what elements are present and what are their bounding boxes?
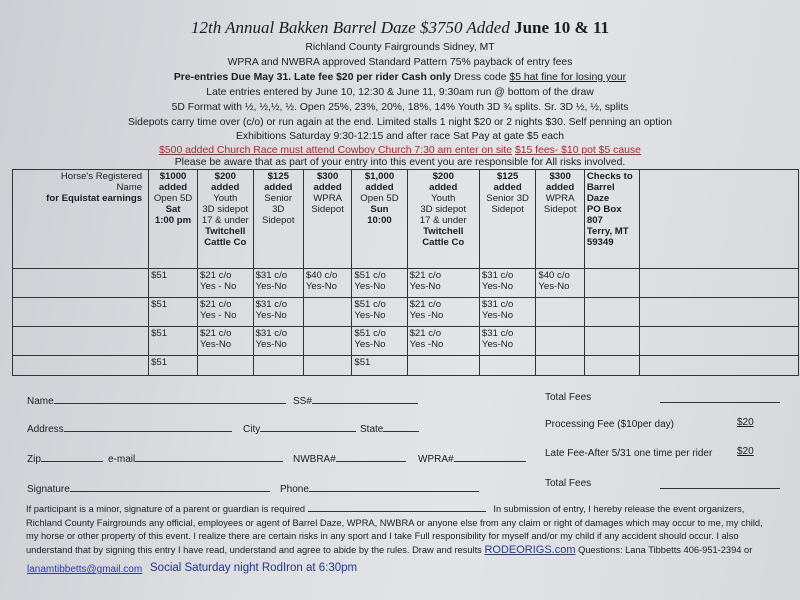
blank-cell bbox=[639, 269, 798, 298]
state-field[interactable]: State bbox=[360, 422, 419, 435]
event-column-header: $200 added Youth 3D sidepot 17 & under Twitchell Cattle Co bbox=[407, 170, 479, 269]
venue-line: Richland County Fairgrounds Sidney, MT bbox=[305, 42, 495, 53]
entry-cell[interactable]: $51 bbox=[352, 356, 407, 376]
event-column-header: $1,000 added Open 5D Sun 10:00 bbox=[352, 170, 407, 269]
entry-cell bbox=[253, 356, 303, 376]
phone-field[interactable]: Phone bbox=[280, 482, 479, 495]
entry-cell[interactable]: $51 bbox=[149, 269, 198, 298]
late-entries-line: Late entries entered by June 10, 12:30 & June 11, 9:30am run @ bottom of the draw bbox=[206, 87, 594, 98]
entry-cell[interactable]: $31 c/o Yes-No bbox=[479, 269, 535, 298]
blank-cell bbox=[639, 298, 798, 327]
social-note: Social Saturday night RodIron at 6:30pm bbox=[150, 562, 358, 574]
contact-email-link[interactable]: lanamtibbetts@gmail.com bbox=[27, 564, 143, 575]
entry-cell[interactable]: $21 c/o Yes-No bbox=[197, 327, 253, 356]
entry-cell[interactable]: $31 c/o Yes-No bbox=[253, 327, 303, 356]
entry-cell bbox=[303, 327, 352, 356]
ssn-field[interactable]: SS# bbox=[293, 394, 418, 407]
late-fee-amount: $20 bbox=[737, 446, 754, 457]
event-column-header: $125 added Senior 3D Sidepot bbox=[479, 170, 535, 269]
entry-row bbox=[13, 269, 799, 298]
church-race-line: $500 added Church Race must attend Cowboy Church 7:30 am enter on site $15 fees- $10 pot $5 cause bbox=[159, 145, 641, 156]
release-text: If participant is a minor, signature of a parent or guardian is required In submission of entry, I hereby release the event organizers, Richland County Fairgrounds any official, employees or agent of Barrel Daze, WPRA, NWBRA or anyone else from any claim or right of damages which may occur to me, my child, my horse or other property of this event. I realize there are certain risks in any sport and I take Full responsibility for myself and/or my child if any accident should occur. I also understand that by signing this entry I have read, understand and agree to abide by the rules. Draw and results RODEORIGS.com Questions: Lana Tibbetts 406-951-2394 or bbox=[26, 504, 763, 556]
entry-cell[interactable]: $31 c/o Yes-No bbox=[253, 298, 303, 327]
event-column-header: $200 added Youth 3D sidepot 17 & under Twitchell Cattle Co bbox=[197, 170, 253, 269]
entry-cell[interactable]: $51 c/o Yes-No bbox=[352, 327, 407, 356]
entry-cell[interactable]: $21 c/o Yes -No bbox=[407, 298, 479, 327]
total-fees-2-field[interactable] bbox=[660, 479, 780, 492]
entry-cell[interactable]: $21 c/o Yes -No bbox=[407, 327, 479, 356]
preentries-line: Pre-entries Due May 31. Late fee $20 per rider Cash only Dress code $5 hat fine for losing your bbox=[173, 72, 627, 83]
nwbra-field[interactable]: NWBRA# bbox=[293, 452, 406, 465]
event-column-header: $300 added WPRA Sidepot bbox=[303, 170, 352, 269]
entry-cell[interactable]: $21 c/o Yes - No bbox=[197, 298, 253, 327]
entry-cell[interactable]: $51 c/o Yes-No bbox=[352, 269, 407, 298]
late-fee-label: Late Fee-After 5/31 one time per rider bbox=[545, 448, 713, 459]
exhibitions-line: Exhibitions Saturday 9:30-12:15 and after race Sat Pay at gate $5 each bbox=[235, 131, 565, 142]
entry-cell[interactable]: $31 c/o Yes-No bbox=[479, 298, 535, 327]
entry-cell bbox=[303, 356, 352, 376]
blank-header-cell bbox=[639, 170, 798, 269]
event-column-header: $125 added Senior 3D Sidepot bbox=[253, 170, 303, 269]
entry-cell bbox=[536, 298, 585, 327]
rodeorigs-link[interactable]: RODEORIGS.com bbox=[484, 543, 576, 556]
entry-table bbox=[12, 169, 799, 376]
entry-cell[interactable]: $31 c/o Yes-No bbox=[253, 269, 303, 298]
blank-cell bbox=[639, 356, 798, 376]
zip-field[interactable]: Zip bbox=[27, 452, 103, 465]
entry-cell bbox=[407, 356, 479, 376]
entry-cell[interactable]: $51 bbox=[149, 327, 198, 356]
processing-fee-label: Processing Fee ($10per day) bbox=[545, 419, 674, 430]
signature-field[interactable]: Signature bbox=[27, 482, 270, 495]
name-field[interactable]: Name bbox=[27, 394, 286, 407]
event-column-header: Checks to Barrel Daze PO Box 807 Terry, MT 59349 bbox=[584, 170, 639, 269]
processing-fee-amount: $20 bbox=[737, 417, 754, 428]
entry-cell bbox=[584, 269, 639, 298]
entry-row bbox=[13, 356, 799, 376]
entry-cell[interactable]: $51 c/o Yes-No bbox=[352, 298, 407, 327]
address-field[interactable]: Address bbox=[27, 422, 232, 435]
entry-cell[interactable]: $21 c/o Yes-No bbox=[407, 269, 479, 298]
sidepots-line: Sidepots carry time over (c/o) or run again at the end. Limited stalls 1 night $20 or 2 nights $30. Self penning an option bbox=[127, 117, 673, 128]
entry-cell bbox=[536, 356, 585, 376]
entry-cell[interactable]: $31 c/o Yes-No bbox=[479, 327, 535, 356]
entry-cell[interactable]: $40 c/o Yes-No bbox=[303, 269, 352, 298]
wpra-field[interactable]: WPRA# bbox=[418, 452, 526, 465]
total-fees-field[interactable] bbox=[660, 393, 780, 406]
horse-name-cell[interactable] bbox=[13, 298, 149, 327]
entry-cell[interactable]: $21 c/o Yes - No bbox=[197, 269, 253, 298]
entry-cell bbox=[303, 298, 352, 327]
entry-cell[interactable]: $40 c/o Yes-No bbox=[536, 269, 585, 298]
event-column-header: $300 added WPRA Sidepot bbox=[536, 170, 585, 269]
horse-name-cell[interactable] bbox=[13, 327, 149, 356]
format-line: 5D Format with ½, ½,½, ½. Open 25%, 23%, 20%, 18%, 14% Youth 3D ¾ splits. Sr. 3D ½, ½, splits bbox=[171, 102, 629, 113]
approved-line: WPRA and NWBRA approved Standard Pattern 75% payback of entry fees bbox=[227, 57, 573, 68]
email-field[interactable]: e-mail bbox=[108, 452, 283, 465]
total-fees-label: Total Fees bbox=[545, 392, 592, 403]
horse-name-header: Horse's Registered Name for Equistat earnings bbox=[13, 170, 149, 269]
total-fees-2-label: Total Fees bbox=[545, 478, 592, 489]
risk-notice: Please be aware that as part of your entry into this event you are responsible for All risks involved. bbox=[174, 157, 626, 168]
entry-cell bbox=[197, 356, 253, 376]
entry-row bbox=[13, 298, 799, 327]
entry-cell bbox=[479, 356, 535, 376]
entry-row bbox=[13, 327, 799, 356]
table-header-row bbox=[13, 170, 799, 269]
entry-cell[interactable]: $51 bbox=[149, 356, 198, 376]
horse-name-cell[interactable] bbox=[13, 356, 149, 376]
entry-cell bbox=[536, 327, 585, 356]
entry-cell[interactable]: $51 bbox=[149, 298, 198, 327]
entry-cell bbox=[584, 356, 639, 376]
event-title: 12th Annual Bakken Barrel Daze $3750 Added June 10 & 11 bbox=[190, 18, 610, 37]
city-field[interactable]: City bbox=[243, 422, 356, 435]
entry-cell bbox=[584, 298, 639, 327]
entry-cell bbox=[584, 327, 639, 356]
horse-name-cell[interactable] bbox=[13, 269, 149, 298]
event-column-header: $1000 added Open 5D Sat 1:00 pm bbox=[149, 170, 198, 269]
blank-cell bbox=[639, 327, 798, 356]
